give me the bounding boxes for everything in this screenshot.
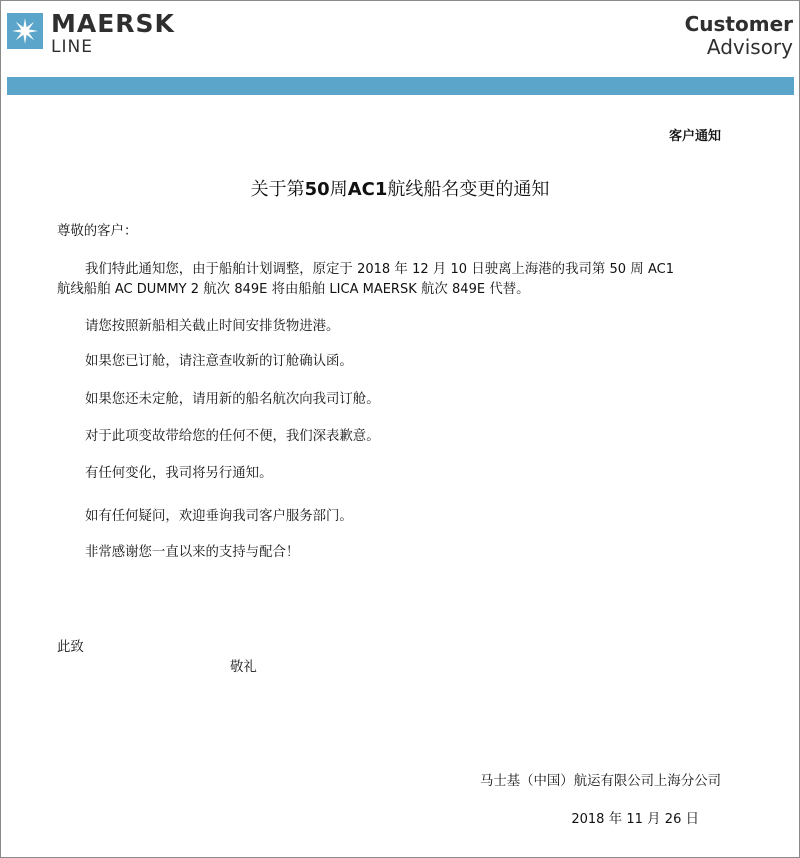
notice-line: 如果您还未定舱，请用新的船名航次向我司订舱。 (85, 392, 380, 407)
p1-text: 周 (626, 262, 648, 277)
paragraph1-line1 (85, 261, 674, 279)
signature-company: 马士基（中国）航运有限公司上海分公司 (479, 774, 721, 789)
paragraph1-line2 (57, 281, 530, 299)
closing-line2: 敬礼 (230, 660, 257, 675)
p1-text: 年 (390, 262, 413, 277)
date-text: 月 (642, 812, 665, 827)
date-text: 年 (604, 812, 627, 827)
notice-line: 非常感谢您一直以来的支持与配合！ (85, 545, 300, 560)
brand-name: MAERSK (51, 9, 175, 38)
p1-text: 代替。 (485, 282, 530, 297)
customer-advisory-label (685, 13, 793, 59)
p1-year: 2018 (357, 262, 391, 277)
p1-old-vessel: AC DUMMY 2 (114, 282, 200, 297)
star-logo-icon (7, 13, 43, 49)
p1-text: 航线船舶 (57, 282, 115, 297)
notice-line: 对于此项变故带给您的任何不便，我们深表歉意。 (85, 429, 380, 444)
maersk-logo (7, 9, 177, 61)
salutation: 尊敬的客户： (57, 224, 138, 239)
signature-date (571, 808, 699, 827)
p1-text: 航次 (416, 282, 453, 297)
p1-month: 12 (412, 262, 429, 277)
title-mid: 周 (329, 179, 348, 200)
notice-tag: 客户通知 (668, 129, 721, 144)
p1-voyage: 849E (234, 282, 268, 297)
p1-text: 将由船舶 (267, 282, 330, 297)
p1-text: 日驶离上海港的我司第 (467, 262, 610, 277)
p1-week: 50 (609, 262, 627, 277)
date-day: 26 (664, 812, 682, 827)
header-divider-bar (7, 77, 794, 95)
notice-title (1, 175, 799, 201)
notice-line: 有任何变化，我司将另行通知。 (85, 466, 273, 481)
brand-subtitle: LINE (51, 37, 93, 57)
p1-day: 10 (450, 262, 468, 277)
date-month: 11 (626, 812, 643, 827)
p1-text: 航次 (199, 282, 235, 297)
date-year: 2018 (571, 812, 605, 827)
date-text: 日 (681, 812, 699, 827)
notice-line: 请您按照新船相关截止时间安排货物进港。 (85, 319, 340, 334)
title-prefix: 关于第 (250, 179, 305, 200)
advisory-line1: Customer (684, 12, 793, 36)
p1-text: 月 (428, 262, 451, 277)
title-suffix: 航线船名变更的通知 (387, 179, 550, 200)
title-service-code: AC1 (347, 179, 388, 200)
title-week-number: 50 (304, 179, 330, 200)
p1-service: AC1 (647, 262, 674, 277)
notice-line: 如有任何疑问，欢迎垂询我司客户服务部门。 (85, 509, 353, 524)
notice-line: 如果您已订舱，请注意查收新的订舱确认函。 (85, 354, 353, 369)
star-icon (7, 13, 43, 49)
p1-new-vessel: LICA MAERSK (329, 282, 417, 297)
advisory-line2: Advisory (706, 35, 793, 59)
p1-text: 我们特此通知您，由于船舶计划调整，原定于 (85, 262, 358, 277)
closing-line1: 此致 (57, 640, 84, 655)
p1-voyage: 849E (452, 282, 486, 297)
